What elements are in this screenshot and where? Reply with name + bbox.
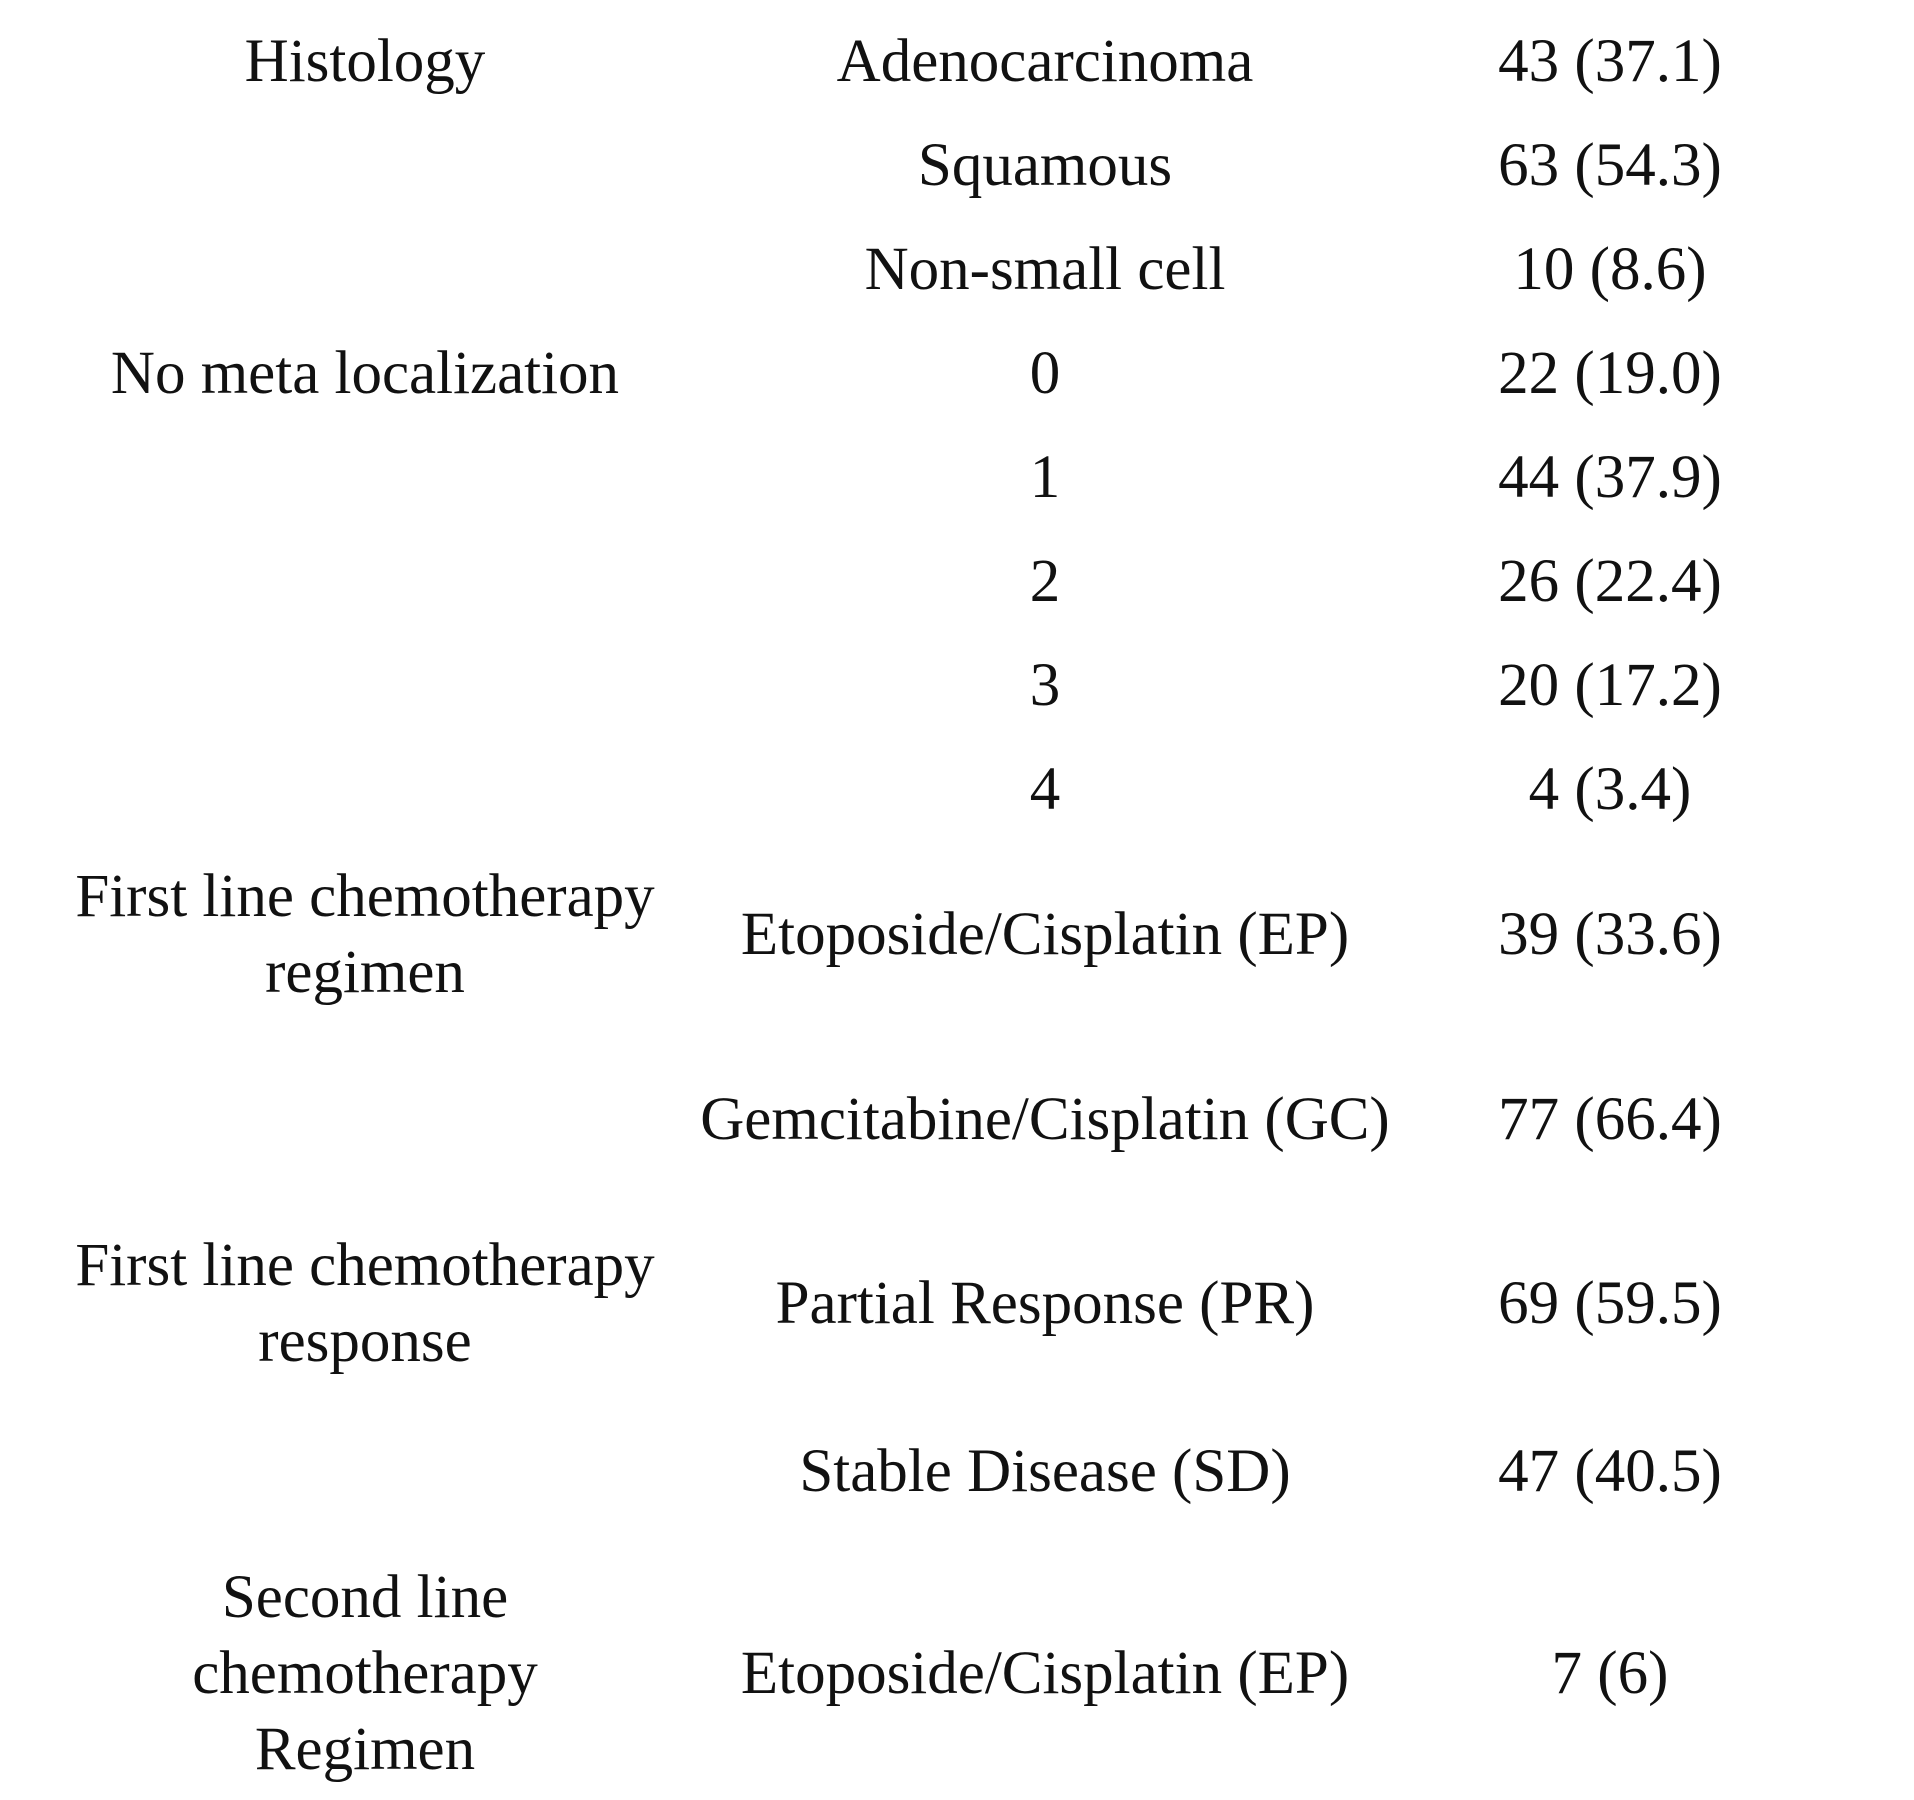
table-row bbox=[30, 1027, 1830, 1212]
subcategory-label: Non-small cell bbox=[864, 236, 1226, 303]
table-row bbox=[30, 1212, 1830, 1396]
subcategory-cell bbox=[700, 10, 1390, 114]
category-cell bbox=[30, 1548, 700, 1800]
subcategory-label: Gemcitabine/Cisplatin (GC) bbox=[700, 1085, 1390, 1153]
category-cell bbox=[30, 1212, 700, 1396]
value-label: 69 (59.5) bbox=[1498, 1270, 1722, 1337]
table-row bbox=[30, 738, 1830, 842]
subcategory-cell bbox=[700, 1396, 1390, 1548]
value-cell bbox=[1390, 426, 1830, 530]
category-cell bbox=[30, 114, 700, 218]
subcategory-label: Partial Response (PR) bbox=[775, 1270, 1315, 1337]
subcategory-cell bbox=[700, 426, 1390, 530]
subcategory-label: Adenocarcinoma bbox=[836, 28, 1254, 95]
value-cell bbox=[1390, 842, 1830, 1027]
value-cell bbox=[1390, 634, 1830, 738]
value-label: 63 (54.3) bbox=[1498, 132, 1722, 199]
category-cell bbox=[30, 530, 700, 634]
value-cell bbox=[1390, 1027, 1830, 1212]
subcategory-label: Stable Disease (SD) bbox=[799, 1438, 1291, 1505]
patient-characteristics-table bbox=[30, 10, 1830, 1800]
subcategory-label: 4 bbox=[1029, 756, 1061, 823]
category-label: Second line chemotherapy Regimen bbox=[192, 1564, 538, 1783]
subcategory-cell bbox=[700, 530, 1390, 634]
value-cell bbox=[1390, 530, 1830, 634]
value-label: 7 (6) bbox=[1551, 1640, 1669, 1707]
subcategory-cell bbox=[700, 1212, 1390, 1396]
table-row bbox=[30, 114, 1830, 218]
category-cell bbox=[30, 634, 700, 738]
category-cell bbox=[30, 426, 700, 530]
value-cell bbox=[1390, 114, 1830, 218]
value-cell bbox=[1390, 738, 1830, 842]
category-label: Histology bbox=[244, 28, 486, 95]
subcategory-cell bbox=[700, 218, 1390, 322]
category-label: No meta localization bbox=[110, 340, 620, 407]
subcategory-label: 2 bbox=[1029, 548, 1061, 615]
table-row bbox=[30, 426, 1830, 530]
value-cell bbox=[1390, 10, 1830, 114]
subcategory-cell bbox=[700, 114, 1390, 218]
subcategory-cell bbox=[700, 1027, 1390, 1212]
category-cell bbox=[30, 322, 700, 426]
value-label: 20 (17.2) bbox=[1498, 652, 1722, 719]
value-cell bbox=[1390, 218, 1830, 322]
subcategory-cell bbox=[700, 1548, 1390, 1800]
subcategory-label: Etoposide/Cisplatin (EP) bbox=[740, 1640, 1350, 1707]
subcategory-label: 3 bbox=[1029, 652, 1061, 719]
subcategory-cell bbox=[700, 634, 1390, 738]
value-cell bbox=[1390, 1548, 1830, 1800]
value-label: 77 (66.4) bbox=[1498, 1085, 1722, 1153]
value-label: 47 (40.5) bbox=[1498, 1438, 1722, 1505]
category-cell bbox=[30, 1396, 700, 1548]
value-label: 22 (19.0) bbox=[1498, 340, 1722, 407]
subcategory-label: Squamous bbox=[917, 132, 1173, 199]
subcategory-cell bbox=[700, 322, 1390, 426]
value-cell bbox=[1390, 322, 1830, 426]
table-row bbox=[30, 1548, 1830, 1800]
subcategory-label: 1 bbox=[1029, 444, 1061, 511]
value-cell bbox=[1390, 1212, 1830, 1396]
value-label: 10 (8.6) bbox=[1513, 236, 1707, 303]
value-cell bbox=[1390, 1396, 1830, 1548]
subcategory-label: Etoposide/Cisplatin (EP) bbox=[740, 900, 1350, 968]
subcategory-cell bbox=[700, 842, 1390, 1027]
table-row bbox=[30, 10, 1830, 114]
table-row bbox=[30, 842, 1830, 1027]
table-row bbox=[30, 530, 1830, 634]
subcategory-cell bbox=[700, 738, 1390, 842]
category-cell bbox=[30, 1027, 700, 1212]
category-cell bbox=[30, 218, 700, 322]
category-cell bbox=[30, 738, 700, 842]
subcategory-label: 0 bbox=[1029, 340, 1061, 407]
category-cell bbox=[30, 842, 700, 1027]
value-label: 44 (37.9) bbox=[1498, 444, 1722, 511]
value-label: 39 (33.6) bbox=[1498, 900, 1722, 968]
category-cell bbox=[30, 10, 700, 114]
value-label: 43 (37.1) bbox=[1498, 28, 1722, 95]
category-label: First line chemotherapy regimen bbox=[75, 862, 655, 1006]
value-label: 26 (22.4) bbox=[1498, 548, 1722, 615]
table-row bbox=[30, 1396, 1830, 1548]
table-row bbox=[30, 634, 1830, 738]
table-row bbox=[30, 218, 1830, 322]
value-label: 4 (3.4) bbox=[1528, 756, 1692, 823]
category-label: First line chemotherapy response bbox=[75, 1232, 655, 1375]
table-row bbox=[30, 322, 1830, 426]
